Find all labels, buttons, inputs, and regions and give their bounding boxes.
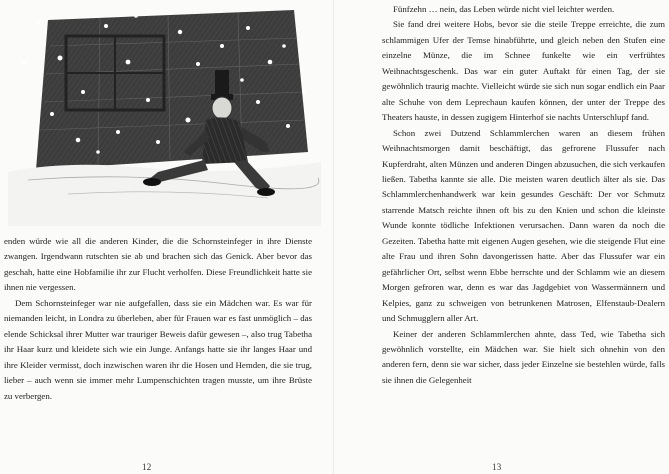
paragraph: Sie fand drei weitere Hobs, bevor sie die steile Treppe erreichte, die zum schlammigen Ufer der Temse hinabführte, und gleich neben den Stufen eine einzelne Münze, die im Schnee funkelte wie ein verfrühtes Weihnachtsgeschenk. Das war ein guter Auftakt für einen Tag, der sie gewöhnlich traurig machte. Vielleicht würde sie sich nun sogar endlich ein Paar alte Schuhe von dem Leprechaun kaufen können, der unter der Treppe des Theaters hauste, in dessen zugigem Hinterhof sie nachts Unterschlupf fand. (382, 19, 665, 123)
snow-scene-drawing-icon (8, 2, 321, 226)
paragraph: Schon zwei Dutzend Schlammlerchen waren an diesem frühen Weihnachtsmorgen damit beschäftigt, das gefrorene Flussufer nach Kupferdraht, alten Münzen und anderen Dingen abzusuchen, die sich verkaufen ließen. Tabetha kannte sie alle. Die meisten waren deutlich älter als sie. Das Schlammlerchenhandwerk war kein gesundes Geschäft: Der vor Schmutz starrende Matsch reichte ihnen oft bis zu den Knien und schon die kleinste Wunde konnte tödliche Infektionen verursachen. Dann waren da noch die Gezeiten. Tabetha hatte mit eigenen Augen gesehen, wie die steigende Flut eine alte Frau und ihren Sohn davongerissen hatte. Aber das Flussufer war ein gefährlicher Ort, selbst wenn Ebbe herrschte und der Schlamm wie an diesem Morgen gefroren war, denn es war das Jagdgebiet von Wassermännern und Kelpies, ganz zu schweigen von betrunkenen Matrosen, Elfenstaub-Dealern und Schmugglern aller Art. (382, 127, 665, 324)
left-page (0, 0, 334, 474)
right-page (334, 0, 669, 474)
paragraph: enden würde wie all die anderen Kinder, die die Schornsteinfeger in ihre Dienste zwangen. Irgendwann rutschten sie ab und brachen sich das Genick. Aber bevor das geschah, hatte eine Hobfamilie ihr zur Flucht verholfen. Diese Freundlichkeit hatte sie ihnen nie vergessen. (4, 236, 312, 293)
paragraph: Keiner der anderen Schlammlerchen ahnte, dass Ted, wie Tabetha sich gewöhnlich vorstellte, ein Mädchen war. Sie hielt sich ohnehin von den anderen fern, denn sie war sicher, dass jeder Einzelne sie bestehlen würde, falls sie ihnen die Gelegenheit (382, 328, 665, 385)
paragraph: Dem Schornsteinfeger war nie aufgefallen, dass sie ein Mädchen war. Es war für niemanden leicht, in Londra zu überleben, aber für Frauen war es fast unmöglich – das elende Schicksal ihrer Mutter war trauriger Beweis dafür gewesen –, also trug Tabetha ihr Haar kurz und kleidete sich wie ein Junge. Anfangs hatte sie ihr langes Haar und ihre Kleider vermisst, doch inzwischen waren ihr die Hosen und Hemden, die sie trug, lieber – auch wenn sie immer mehr Lumpenschichten tragen musste, um ihre Brüste zu verbergen. (4, 297, 312, 401)
chimney-sweep-in-snow-illustration (8, 2, 321, 226)
page-number: 13 (492, 462, 502, 472)
paragraph: Fünfzehn … nein, das Leben würde nicht viel leichter werden. (393, 4, 615, 14)
left-page-body-text (4, 234, 312, 404)
right-page-body-text (382, 2, 665, 388)
page-number: 12 (142, 462, 152, 472)
